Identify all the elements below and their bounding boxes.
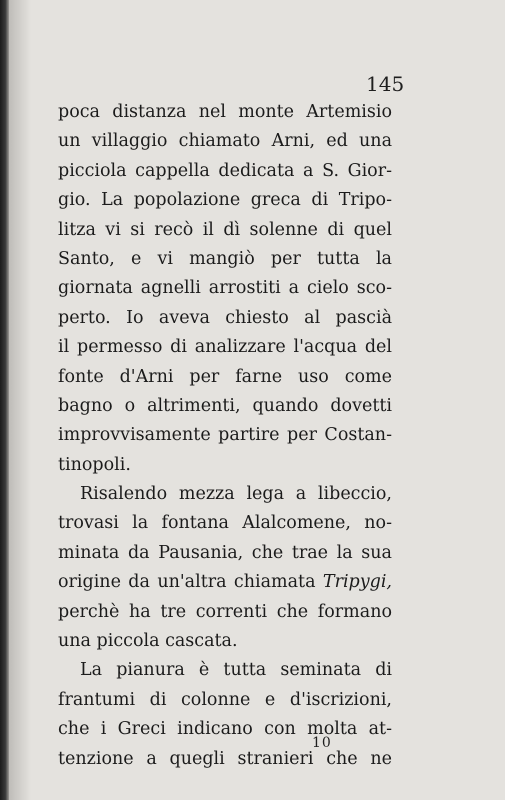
page-number: 145 xyxy=(366,72,405,96)
paragraph-start-line: La pianura è tutta seminata di xyxy=(80,660,392,681)
text-line: trovasi la fontana Alalcomene, no- xyxy=(58,513,392,534)
text-line: perchè ha tre correnti che formano xyxy=(58,601,392,622)
text-line: una piccola cascata. xyxy=(58,631,238,652)
italic-place-name: Tripygi, xyxy=(322,572,392,593)
paragraph-start-line: Risalendo mezza lega a libeccio, xyxy=(80,484,392,505)
text-line: frantumi di colonne e d'iscrizioni, xyxy=(58,689,392,710)
text-line: giornata agnelli arrostiti a cielo sco- xyxy=(58,278,392,299)
text-line: poca distanza nel monte Artemisio xyxy=(58,102,392,122)
text-line: fonte d'Arni per farne uso come xyxy=(58,366,392,387)
text-line: perto. Io aveva chiesto al pascià xyxy=(58,307,392,328)
text-line-segment: origine da un'altra chiamata xyxy=(58,572,316,593)
text-line: tenzione a quegli stranieri che ne xyxy=(58,748,392,769)
body-text xyxy=(58,98,392,774)
text-line: che i Greci indicano con molta at- xyxy=(58,719,392,740)
text-line xyxy=(58,568,392,597)
book-spine-shadow xyxy=(0,0,9,800)
text-line: gio. La popolazione greca di Tripo- xyxy=(58,190,392,211)
text-line: il permesso di analizzare l'acqua del xyxy=(58,337,392,358)
text-line: bagno o altrimenti, quando dovetti xyxy=(58,395,392,416)
text-line: picciola cappella dedicata a S. Gior- xyxy=(58,160,392,181)
gutter-shading xyxy=(9,0,31,800)
text-line: tinopoli. xyxy=(58,454,131,475)
text-line: un villaggio chiamato Arni, ed una xyxy=(58,131,392,152)
text-line: minata da Pausania, che trae la sua xyxy=(58,542,392,563)
text-line: improvvisamente partire per Costan- xyxy=(58,425,392,446)
signature-mark: 10 xyxy=(312,735,332,751)
text-line: Santo, e vi mangiò per tutta la xyxy=(58,248,392,269)
text-line: litza vi si recò il dì solenne di quel xyxy=(58,219,392,240)
